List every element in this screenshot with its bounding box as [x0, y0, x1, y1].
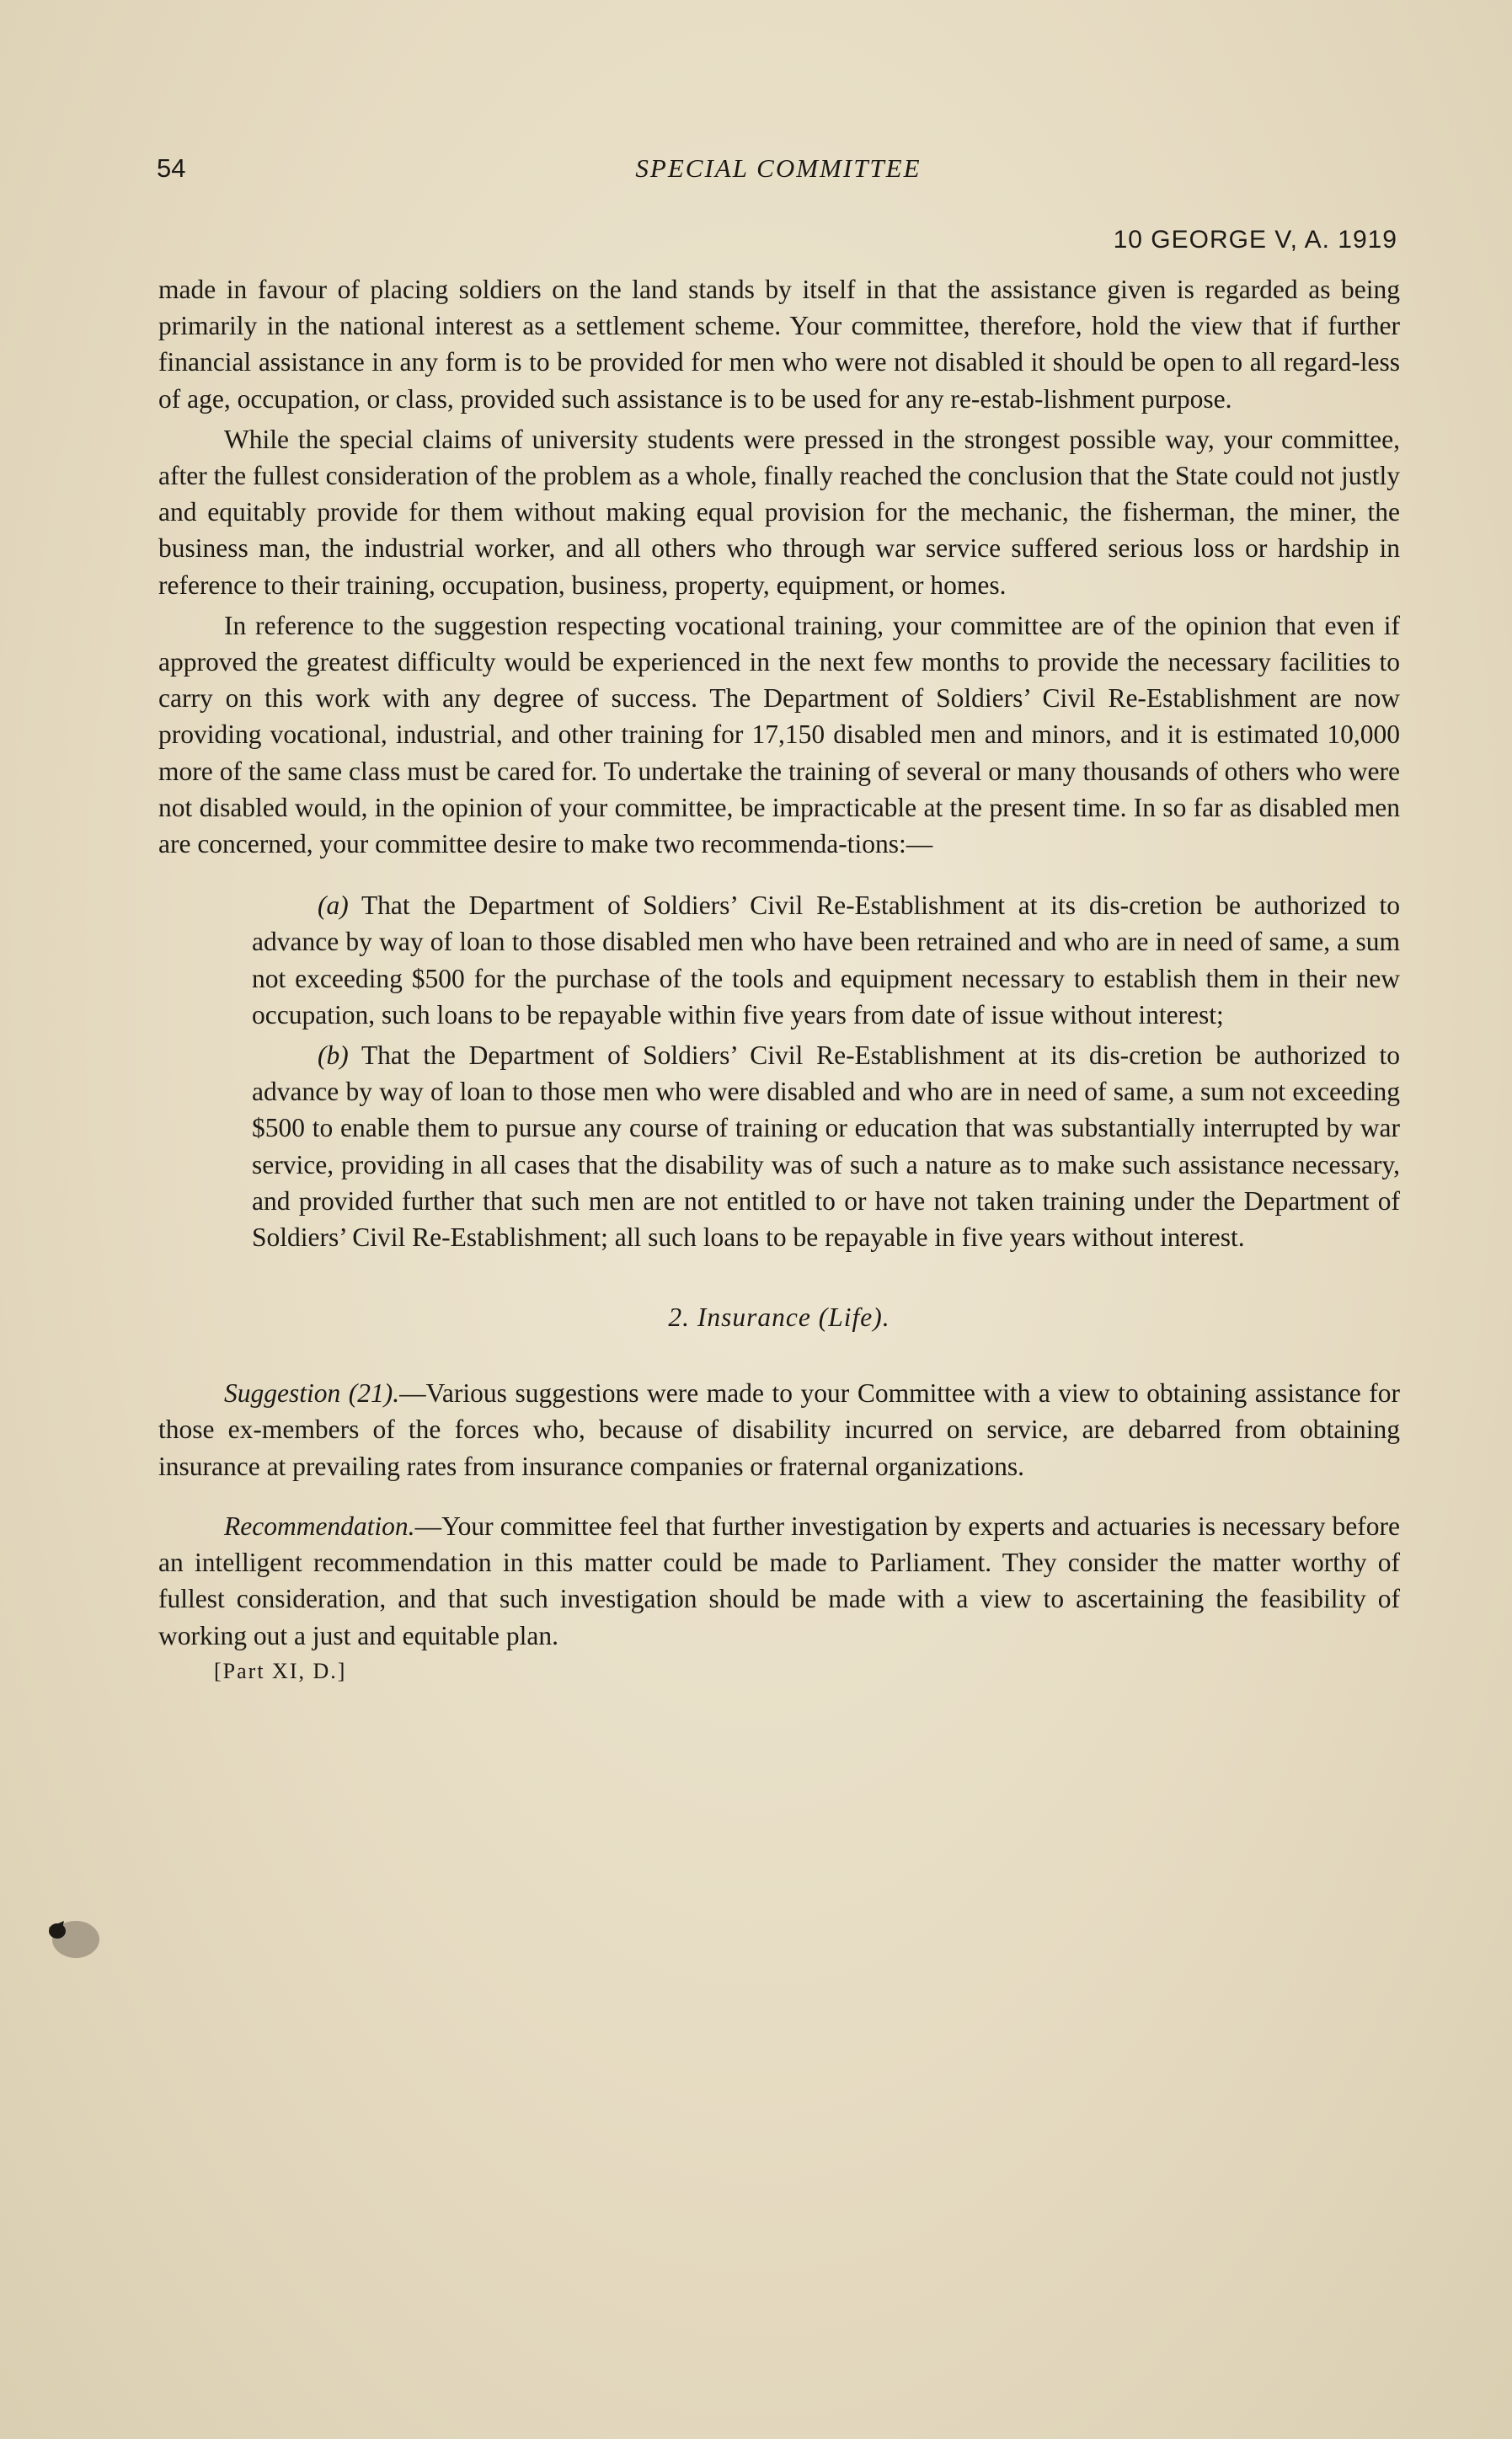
body-text [158, 271, 1400, 1684]
running-title: SPECIAL COMMITTEE [635, 153, 922, 183]
section-heading-insurance: 2. Insurance (Life). [668, 1302, 890, 1333]
recommendation-label: Recommendation. [224, 1511, 415, 1541]
paragraph-vocational-training: In reference to the suggestion respecting vocational training, your committee are of the opinion that even if approved the greatest difficulty would be experienced in the next few months to provide the necessary facilities to carry on this work with any degree of success. The Department of Soldiers’ Civil Re-Establishment are now providing vocational, industrial, and other training for 17,150 disabled men and minors, and it is estimated 10,000 more of the same class must be cared for. To undertake the training of several or many thousands of others who were not disabled would, in the opinion of your committee, be impracticable at the present time. In so far as disabled men are concerned, your committee desire to make two recommenda-tions:— [158, 610, 1400, 859]
suggestion-text: —Various suggestions were made to your Committee with a view to obtaining assistance for those ex-members of the forces who, because of disability incurred on service, are debarred from obtaining insurance at prevailing rates from insurance companies or fraternal organizations. [158, 1378, 1400, 1481]
recommendation-a [252, 887, 1400, 1033]
ink-blot-mark [39, 1911, 104, 1963]
paragraph-university-students: While the special claims of university students were pressed in the strongest possible way, your committee, after the fullest consideration of the problem as a whole, finally reached the conclusion that the State could not justly and equitably provide for them without making equal provision for the mechanic, the fisherman, the miner, the business man, the industrial worker, and all others who through war service suffered serious loss or hardship in reference to their training, occupation, business, property, equipment, or homes. [158, 424, 1400, 600]
paragraph-continued: made in favour of placing soldiers on the land stands by itself in that the assistance given is regarded as being primarily in the national interest as a settlement scheme. Your committee, therefore, hold the view that if further financial assistance in any form is to be provided for men who were not disabled it should be open to all regard-less of age, occupation, or class, provided such assistance is to be used for any re-estab-lishment purpose. [158, 275, 1400, 414]
recommendation-b-text: That the Department of Soldiers’ Civil Re-Establishment at its dis-cretion be authorized to advance by way of loan to those men who were disabled and who are in need of same, a sum not exceeding $500 to enable them to pursue any course of training or education that was substantially interrupted by war service, providing in all cases that the disability was of such a nature as to make such assistance necessary, and provided further that such men are not entitled to or have not taken training under the Department of Soldiers’ Civil Re-Establishment; all such loans to be repayable in five years without interest. [252, 1040, 1400, 1253]
recommendation-b-label: (b) [318, 1040, 349, 1071]
recommendation-a-label: (a) [318, 891, 349, 921]
suggestion-paragraph [158, 1375, 1400, 1484]
recommendation-b [252, 1037, 1400, 1255]
recommendation-text: —Your committee feel that further investigation by experts and actuaries is necessary before an intelligent recommendation in this matter could be made to Parliament. They consider the matter worthy of fullest consideration, and that such investigation should be made with a view to ascertaining the feasibility of working out a just and equitable plan. [158, 1511, 1400, 1650]
page-number: 54 [157, 153, 186, 183]
recommendation-a-text: That the Department of Soldiers’ Civil Re-Establishment at its dis-cretion be authorized to advance by way of loan to those disabled men who have been retrained and who are in need of same, a sum not exceeding $500 for the purchase of the tools and equipment necessary to establish them in their new occupation, such loans to be repayable within five years from date of issue without interest; [252, 891, 1400, 1030]
session-line: 10 GEORGE V, A. 1919 [1113, 226, 1397, 254]
page-header [157, 153, 1400, 195]
part-reference: [Part XI, D.] [214, 1658, 347, 1683]
recommendation-paragraph [158, 1508, 1400, 1654]
suggestion-label: Suggestion (21). [224, 1378, 400, 1409]
